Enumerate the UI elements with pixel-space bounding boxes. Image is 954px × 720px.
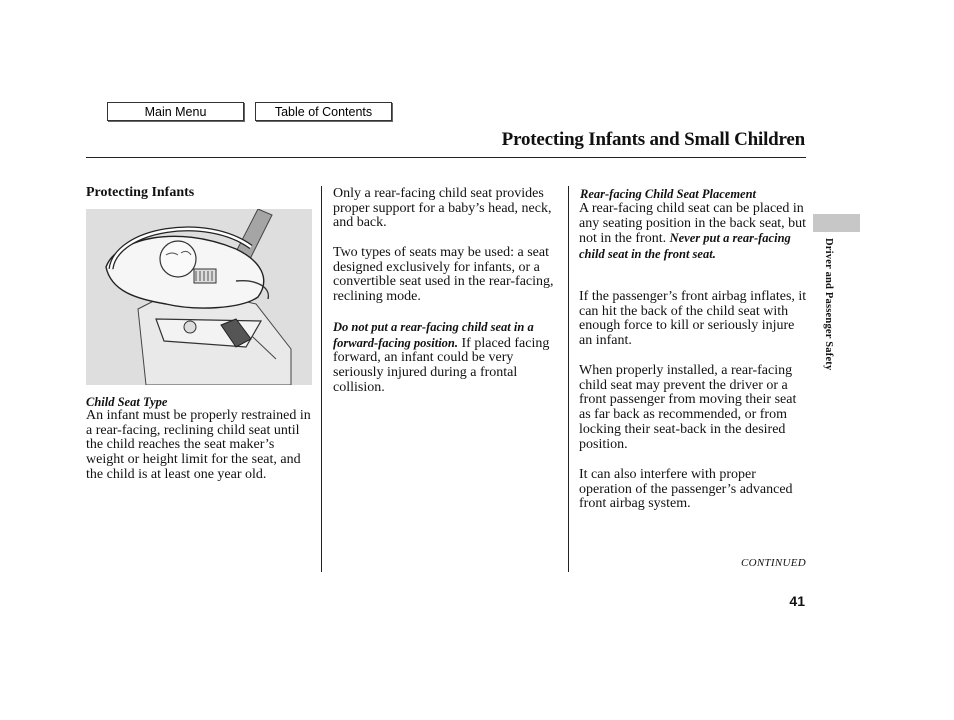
section-heading: Protecting Infants bbox=[86, 185, 195, 200]
seat-types-paragraph: Two types of seats may be used: a seat designed exclusively for infants, or a convertible seat used in the rear-facing, reclining mode. bbox=[333, 245, 554, 305]
continued-label: CONTINUED bbox=[740, 557, 806, 569]
infant-seat-illustration bbox=[86, 209, 312, 385]
forward-facing-warning: Do not put a rear-facing child seat in a forward-facing position. bbox=[333, 320, 534, 350]
forward-facing-warning-paragraph bbox=[333, 320, 563, 396]
placement-text: A rear-facing child seat can be placed in any seating position in the back seat, but not in the front. bbox=[579, 201, 807, 247]
support-paragraph: Only a rear-facing child seat provides proper support for a baby’s head, neck, and back. bbox=[333, 186, 552, 231]
page-number: 41 bbox=[789, 593, 805, 609]
front-seat-warning: Never put a rear-facing child seat in the front seat. bbox=[579, 231, 791, 262]
column-divider-2 bbox=[568, 186, 569, 572]
rear-facing-infant-seat-icon bbox=[86, 209, 312, 385]
child-seat-type-body: An infant must be properly restrained in a rear-facing, reclining child seat until the child reaches the seat maker’s weight or height limit for the seat, and the child is at least one year old. bbox=[86, 408, 311, 482]
child-seat-type-subheading: Child Seat Type bbox=[86, 395, 168, 409]
section-tab-marker bbox=[813, 214, 860, 232]
title-divider bbox=[86, 157, 806, 158]
placement-paragraph bbox=[579, 202, 807, 263]
main-menu-button[interactable]: Main Menu bbox=[107, 102, 244, 121]
advanced-airbag-paragraph: It can also interfere with proper operation of the passenger’s advanced front airbag system. bbox=[579, 467, 793, 512]
installation-paragraph: When properly installed, a rear-facing child seat may prevent the driver or a front passenger from moving their seat as far back as recommended, or from locking their seat-back in the desired position. bbox=[579, 363, 797, 452]
table-of-contents-button[interactable]: Table of Contents bbox=[255, 102, 392, 121]
forward-facing-warning-rest: If placed facing forward, an infant could be very seriously injured during a frontal collision. bbox=[333, 335, 550, 395]
placement-subheading: Rear-facing Child Seat Placement bbox=[580, 187, 757, 201]
column-divider-1 bbox=[321, 186, 322, 572]
airbag-paragraph: If the passenger’s front airbag inflates, it can hit the back of the child seat with enough force to kill or seriously injure an infant. bbox=[579, 289, 807, 349]
page-title: Protecting Infants and Small Children bbox=[501, 129, 805, 150]
section-tab-label: Driver and Passenger Safety bbox=[823, 238, 834, 371]
